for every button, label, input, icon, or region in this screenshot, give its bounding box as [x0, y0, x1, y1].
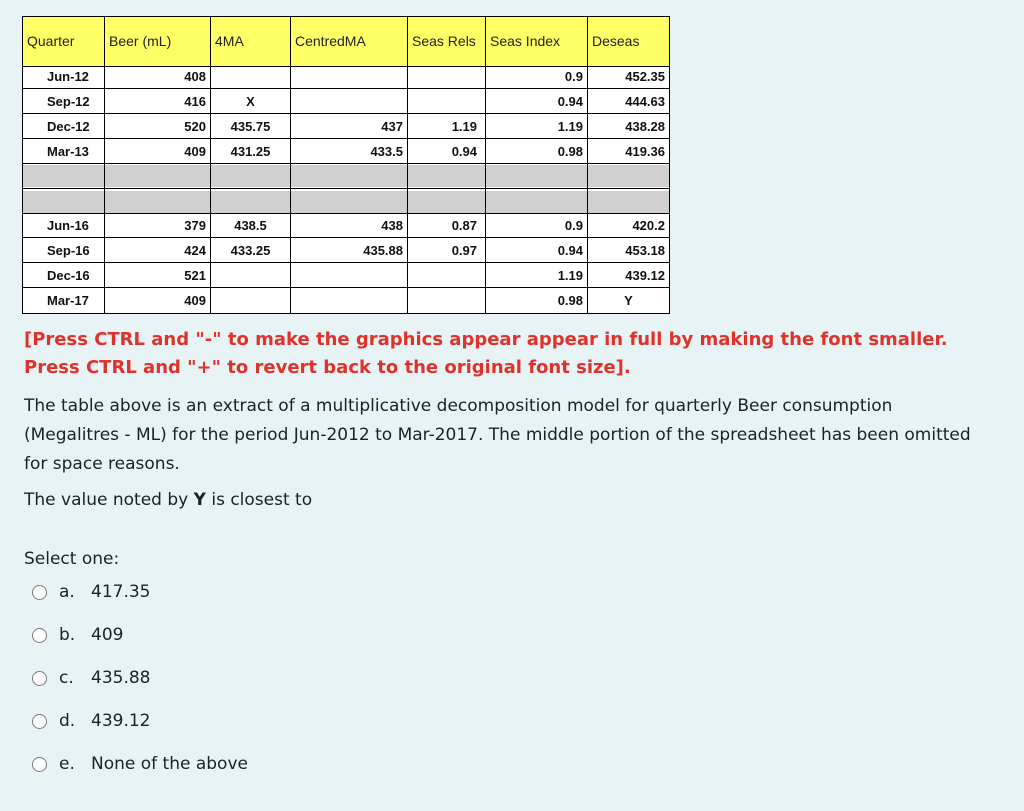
answer-option-b[interactable]	[32, 622, 123, 648]
cell-quarter: Jun-16	[47, 218, 89, 233]
cell-beer: 424	[184, 243, 206, 258]
option-text[interactable]: 439.12	[91, 711, 151, 731]
cell-beer: 409	[184, 144, 206, 159]
cell-deseas: 419.36	[625, 144, 665, 159]
cell-beer: 521	[184, 268, 206, 283]
cell-deseas: 420.2	[632, 218, 665, 233]
header-centredma: CentredMA	[291, 16, 407, 66]
cell-seas-index: 1.19	[557, 268, 583, 283]
option-letter: e.	[59, 754, 75, 774]
cell-x-marker: X	[246, 94, 255, 109]
option-text[interactable]: 435.88	[91, 668, 151, 688]
radio-button[interactable]	[32, 628, 47, 643]
cell-4ma: 433.25	[230, 243, 271, 258]
cell-seas-index: 0.98	[557, 293, 583, 308]
header-seas-rels: Seas Rels	[408, 16, 485, 66]
cell-beer: 520	[184, 119, 206, 134]
answer-option-c[interactable]	[32, 665, 150, 691]
option-text[interactable]: None of the above	[91, 754, 248, 774]
header-seas-index: Seas Index	[486, 16, 587, 66]
prompt-suffix: is closest to	[205, 490, 313, 510]
option-text[interactable]: 417.35	[91, 582, 151, 602]
cell-seas-index: 0.94	[557, 243, 583, 258]
cell-beer: 409	[184, 293, 206, 308]
cell-beer: 408	[184, 69, 206, 84]
option-letter: b.	[59, 625, 76, 645]
radio-button[interactable]	[32, 585, 47, 600]
cell-4ma: 438.5	[234, 218, 267, 233]
cell-seas-index: 0.9	[564, 218, 583, 233]
header-quarter: Quarter	[23, 16, 104, 66]
cell-quarter: Mar-17	[47, 293, 89, 308]
radio-button[interactable]	[32, 671, 47, 686]
question-description: The table above is an extract of a multiplicative decomposition model for quarterly Beer consumption (Megalitres - ML) for the period Jun-2012 to Mar-2017. The middle portion of the spreadsheet has been omitted for space reasons.	[24, 396, 971, 474]
cell-seas-rels: 0.94	[451, 144, 477, 159]
cell-seas-index: 0.98	[557, 144, 583, 159]
select-one-label: Select one:	[24, 549, 120, 569]
cell-deseas: 439.12	[625, 268, 665, 283]
answer-option-e[interactable]	[32, 751, 248, 777]
cell-deseas: 452.35	[625, 69, 665, 84]
cell-deseas: 453.18	[625, 243, 665, 258]
cell-centredma: 438	[381, 218, 403, 233]
header-deseas: Deseas	[588, 16, 669, 66]
option-text[interactable]: 409	[91, 625, 124, 645]
cell-quarter: Dec-12	[47, 119, 90, 134]
question-prompt	[24, 486, 312, 514]
cell-centredma: 437	[381, 119, 403, 134]
cell-seas-rels: 1.19	[451, 119, 477, 134]
answer-option-a[interactable]	[32, 579, 150, 605]
radio-button[interactable]	[32, 757, 47, 772]
cell-quarter: Jun-12	[47, 69, 89, 84]
header-4ma: 4MA	[211, 16, 290, 66]
cell-seas-index: 0.94	[557, 94, 583, 109]
font-size-notice: [Press CTRL and "-" to make the graphics appear appear in full by making the font smaller. Press CTRL and "+" to revert back to the original font size].	[24, 329, 948, 378]
option-letter: d.	[59, 711, 76, 731]
cell-4ma: 431.25	[230, 144, 271, 159]
prompt-prefix: The value noted by	[24, 490, 194, 510]
cell-centredma: 433.5	[370, 144, 403, 159]
cell-4ma: 435.75	[230, 119, 271, 134]
cell-seas-index: 0.9	[564, 69, 583, 84]
cell-quarter: Dec-16	[47, 268, 90, 283]
cell-quarter: Sep-12	[47, 94, 90, 109]
spreadsheet-image	[22, 16, 670, 314]
cell-deseas: 438.28	[625, 119, 665, 134]
cell-centredma: 435.88	[363, 243, 403, 258]
option-letter: c.	[59, 668, 74, 688]
answer-option-d[interactable]	[32, 708, 150, 734]
cell-seas-rels: 0.87	[451, 218, 477, 233]
cell-beer: 416	[184, 94, 206, 109]
prompt-variable: Y	[193, 490, 206, 510]
table-gridlines	[22, 16, 670, 314]
cell-quarter: Sep-16	[47, 243, 90, 258]
option-letter: a.	[59, 582, 75, 602]
cell-seas-index: 1.19	[557, 119, 583, 134]
cell-y-marker: Y	[624, 293, 633, 308]
header-beer: Beer (mL)	[105, 16, 210, 66]
cell-deseas: 444.63	[625, 94, 665, 109]
cell-seas-rels: 0.97	[451, 243, 477, 258]
cell-quarter: Mar-13	[47, 144, 89, 159]
radio-button[interactable]	[32, 714, 47, 729]
cell-beer: 379	[184, 218, 206, 233]
